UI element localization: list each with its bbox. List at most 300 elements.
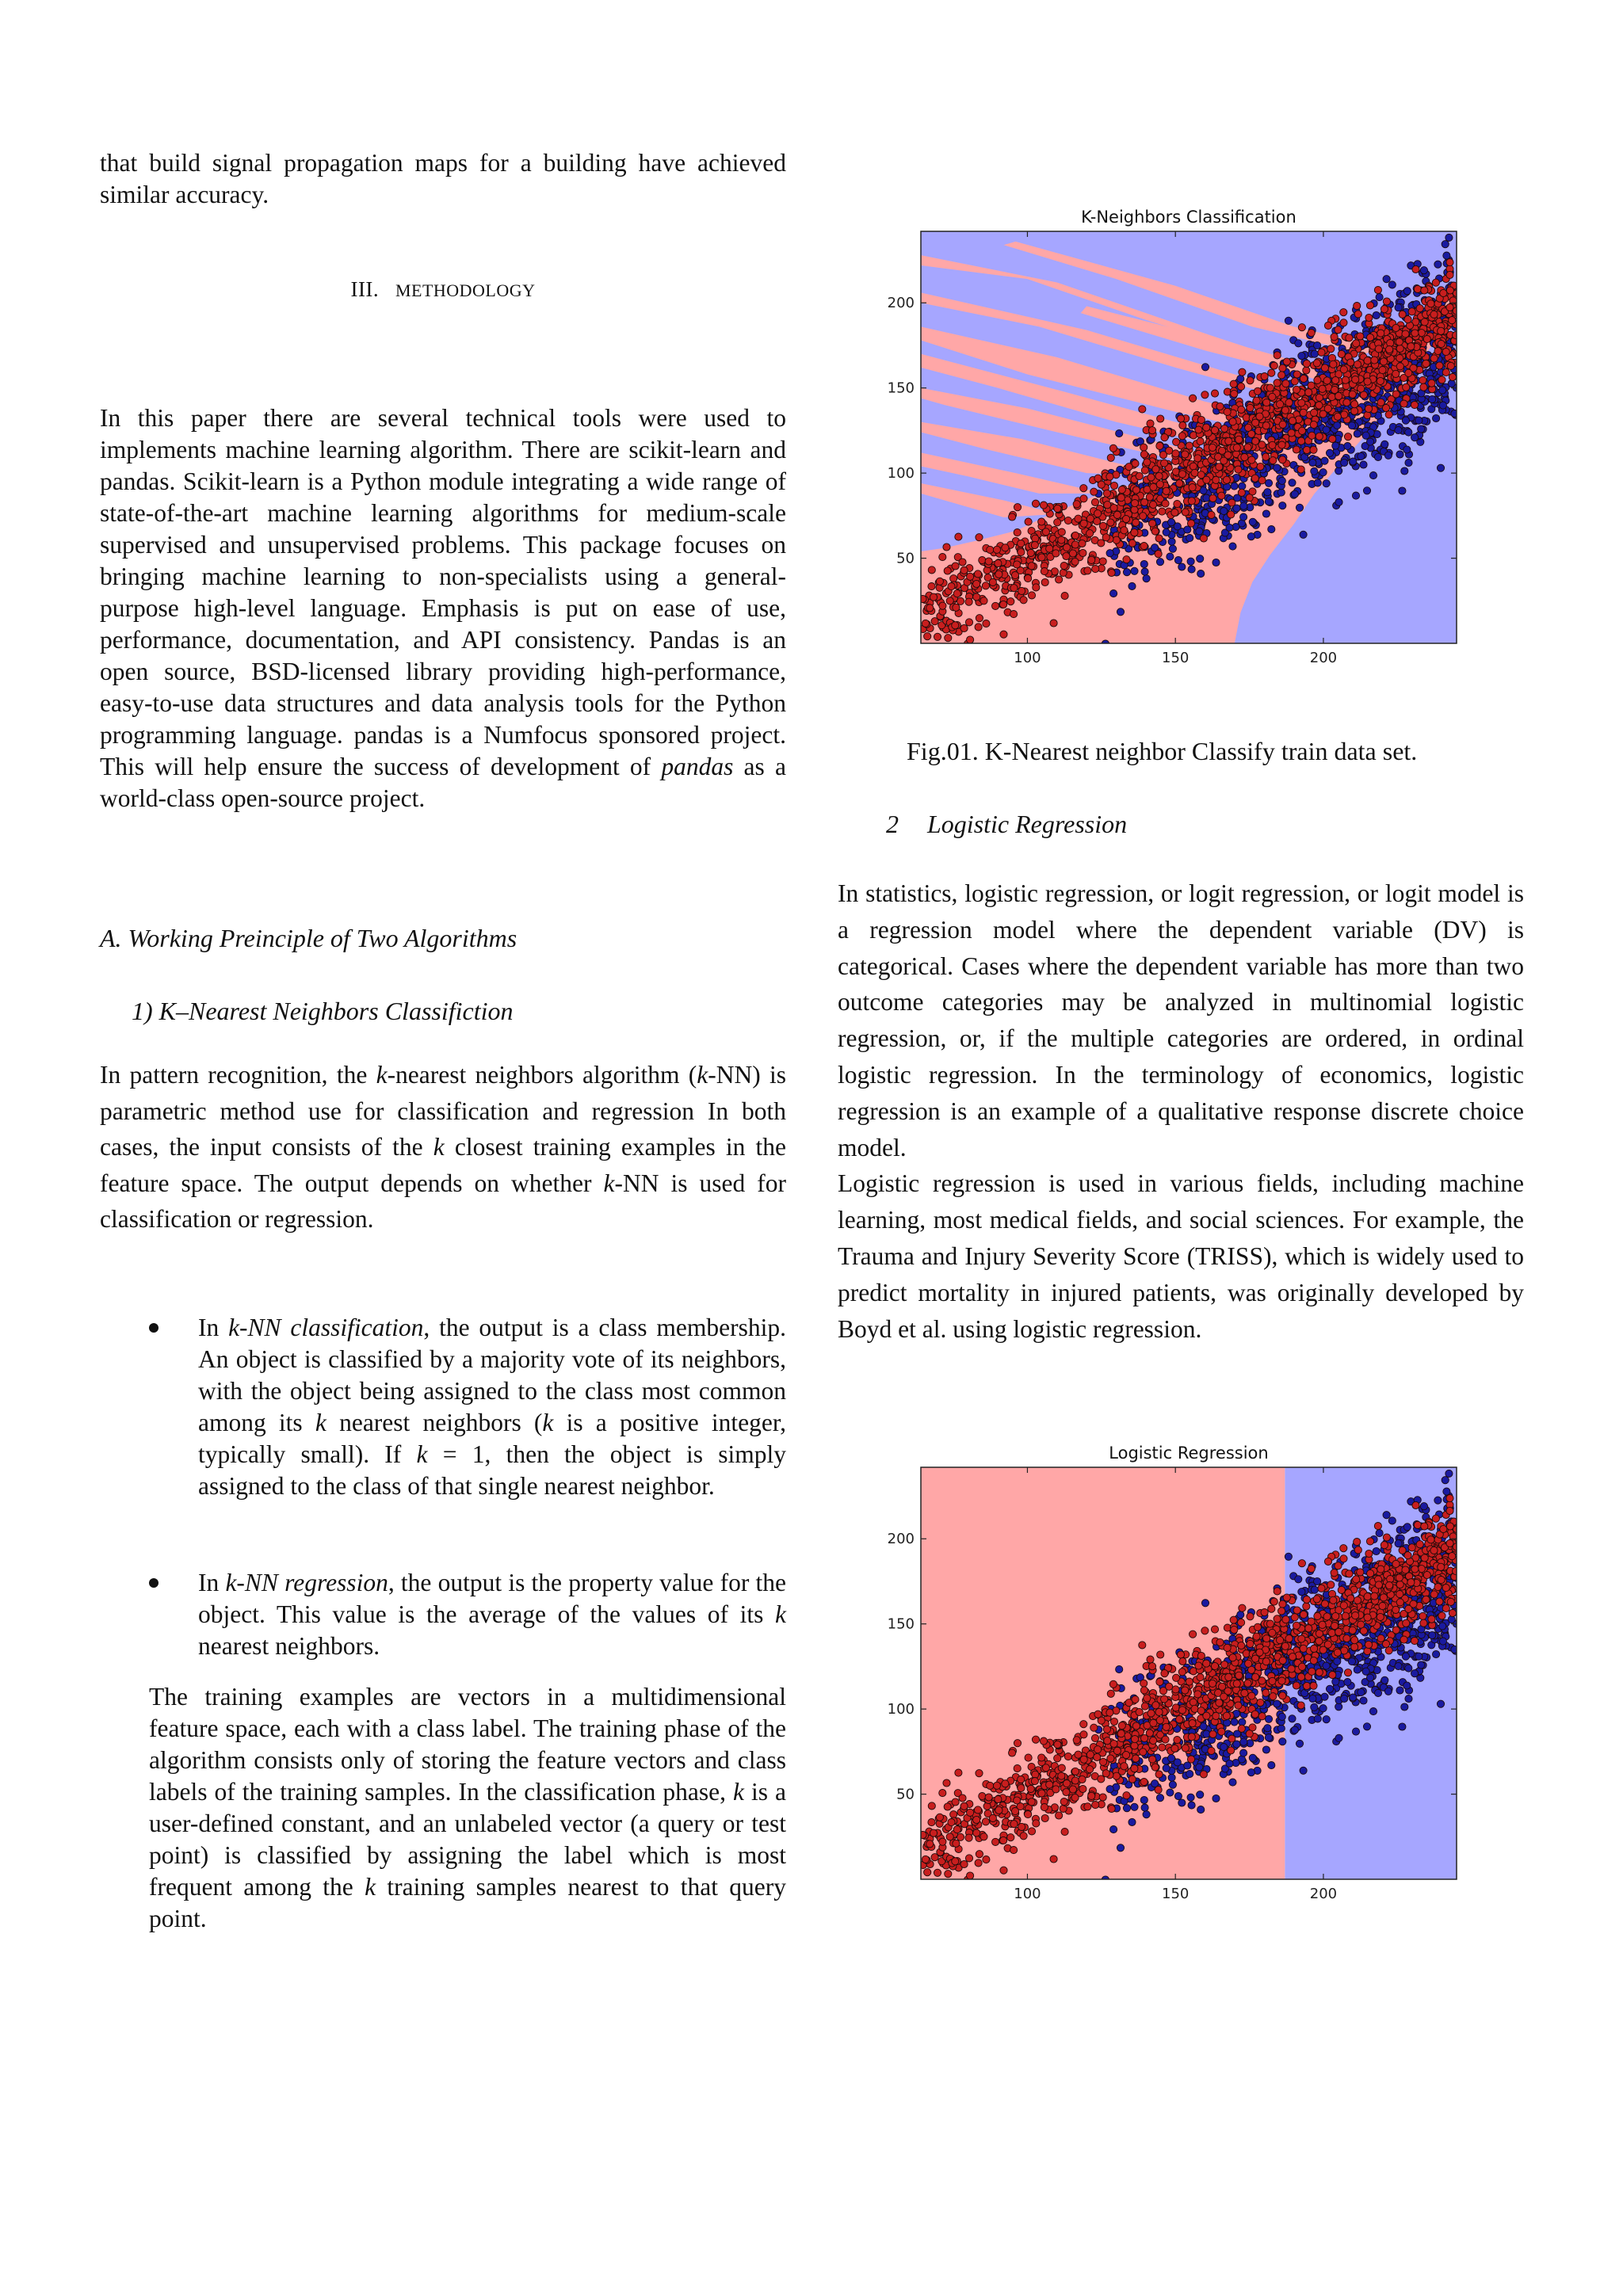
point-red xyxy=(1379,367,1386,374)
point-blue xyxy=(1363,487,1370,494)
point-red xyxy=(1063,1788,1070,1795)
point-red xyxy=(1421,318,1428,326)
point-red xyxy=(922,620,929,627)
bullet-item-classification xyxy=(198,1312,786,1502)
point-red xyxy=(1291,1614,1298,1621)
point-blue xyxy=(1314,1715,1321,1722)
figure-1-caption: Fig.01. K-Nearest neighbor Classify train data set. xyxy=(907,737,1418,765)
point-red xyxy=(1321,364,1328,372)
point-red xyxy=(1241,454,1248,461)
point-red xyxy=(1257,463,1264,470)
point-blue xyxy=(1403,446,1411,453)
point-red xyxy=(1014,561,1021,568)
point-red xyxy=(1238,1619,1245,1626)
point-red xyxy=(1117,494,1125,502)
point-blue xyxy=(1229,543,1236,550)
point-red xyxy=(1316,1669,1323,1676)
point-red xyxy=(1293,1682,1300,1689)
point-red xyxy=(1140,1687,1148,1694)
point-blue xyxy=(1366,1674,1373,1681)
point-red xyxy=(1092,566,1099,573)
point-red xyxy=(1447,362,1454,369)
point-red xyxy=(1442,349,1449,356)
point-red xyxy=(1159,508,1166,515)
point-blue xyxy=(1383,1512,1390,1519)
point-red xyxy=(1262,1689,1270,1696)
point-red xyxy=(1349,391,1356,398)
point-red xyxy=(976,615,983,622)
point-blue xyxy=(1326,1685,1333,1692)
point-red xyxy=(1056,576,1063,583)
point-blue xyxy=(1231,482,1238,490)
point-red xyxy=(1327,1581,1335,1589)
point-blue xyxy=(1291,490,1298,498)
point-blue xyxy=(1405,429,1412,436)
bullet-2-text xyxy=(198,1567,786,1662)
point-red xyxy=(1252,437,1259,444)
point-red xyxy=(1088,1792,1095,1799)
point-blue xyxy=(1395,426,1402,433)
knn-k: k xyxy=(433,1133,445,1161)
point-red xyxy=(980,597,987,605)
point-red xyxy=(1357,1569,1364,1576)
point-red xyxy=(944,567,951,574)
point-red xyxy=(952,1798,959,1806)
point-red xyxy=(1113,1747,1121,1754)
point-red xyxy=(1177,1651,1184,1658)
point-red xyxy=(1402,330,1409,338)
point-red xyxy=(1303,446,1310,453)
point-red xyxy=(939,1790,946,1797)
point-blue xyxy=(1439,1638,1446,1645)
point-red xyxy=(1438,1612,1445,1619)
point-red xyxy=(1223,1712,1230,1719)
point-red xyxy=(1438,327,1445,334)
point-red xyxy=(1344,1669,1351,1676)
point-red xyxy=(1364,412,1371,419)
point-red xyxy=(1147,420,1154,427)
point-red xyxy=(1239,368,1246,376)
point-red xyxy=(1071,541,1079,548)
point-red xyxy=(1314,376,1321,383)
methodology-text: In this paper there are several technical tools were used to implements machine learning algorithm. There are scikit-learn and pandas. Scikit-learn is a Python module integrating a wide range of state-of-the-art machine learning algorithms for medium-scale supervised and unsupervised problems. This package focuses on bringing machine learning to non-specialists using a general-purpose high-level language. Emphasis is put on ease of use, performance, documentation, and API consistency. Pandas is an open source, BSD-licensed library providing high-performance, easy-to-use data structures and data analysis tools for the Python programming language. pandas is a Numfocus sponsored project. This will help ensure the success of development of xyxy=(100,404,786,780)
point-red xyxy=(1383,298,1390,305)
point-red xyxy=(1258,441,1266,448)
point-blue xyxy=(1168,1774,1175,1781)
point-red xyxy=(1358,385,1365,392)
point-blue xyxy=(1396,1687,1403,1694)
point-blue xyxy=(1265,1715,1272,1722)
point-blue xyxy=(1174,557,1182,564)
point-red xyxy=(1177,415,1184,422)
point-red xyxy=(1349,1627,1356,1634)
point-red xyxy=(1279,364,1286,372)
point-blue xyxy=(1249,1754,1256,1761)
point-red xyxy=(1380,1594,1387,1601)
point-red xyxy=(1218,1728,1225,1735)
point-red xyxy=(1405,369,1412,376)
point-blue xyxy=(1240,513,1247,521)
point-red xyxy=(1228,1747,1235,1754)
section-number: III. xyxy=(350,277,380,301)
point-red xyxy=(1028,1828,1035,1835)
point-blue xyxy=(1348,1658,1355,1665)
point-red xyxy=(1132,486,1140,494)
point-red xyxy=(1061,593,1068,600)
point-red xyxy=(1166,447,1173,454)
point-red xyxy=(1106,473,1113,480)
point-red xyxy=(1010,1847,1018,1854)
point-red xyxy=(1262,422,1270,429)
point-red xyxy=(1396,363,1403,370)
point-red xyxy=(1064,544,1071,551)
point-red xyxy=(1028,592,1035,599)
point-blue xyxy=(1420,267,1427,274)
point-red xyxy=(1073,1737,1080,1744)
point-red xyxy=(1179,1657,1186,1665)
point-blue xyxy=(1296,1740,1303,1747)
point-blue xyxy=(1262,510,1270,517)
point-red xyxy=(985,558,992,565)
chart-title: Logistic Regression xyxy=(1109,1444,1269,1463)
point-blue xyxy=(1278,477,1285,484)
point-red xyxy=(1046,545,1053,552)
point-blue xyxy=(1434,261,1442,268)
point-blue xyxy=(1186,1771,1193,1778)
point-red xyxy=(1107,1690,1114,1697)
point-red xyxy=(1414,285,1421,292)
point-red xyxy=(953,604,960,611)
point-blue xyxy=(1291,1726,1298,1733)
point-red xyxy=(1069,1786,1076,1793)
point-red xyxy=(1293,1607,1300,1614)
point-blue xyxy=(1437,464,1444,471)
point-red xyxy=(953,590,960,597)
point-blue xyxy=(1289,479,1296,486)
point-red xyxy=(1088,556,1095,563)
point-blue xyxy=(1247,533,1254,540)
point-red xyxy=(1079,1785,1086,1792)
point-blue xyxy=(1156,1794,1163,1802)
point-red xyxy=(1131,529,1138,536)
point-blue xyxy=(1439,387,1446,394)
point-red xyxy=(1416,1541,1423,1548)
point-red xyxy=(1094,517,1101,524)
point-red xyxy=(1064,517,1071,524)
point-blue xyxy=(1123,569,1130,576)
point-red xyxy=(928,1802,935,1810)
point-red xyxy=(1054,505,1061,512)
point-blue xyxy=(1212,559,1220,566)
training-paragraph xyxy=(149,1681,786,1935)
point-red xyxy=(1109,444,1117,452)
point-red xyxy=(1118,486,1125,494)
point-red xyxy=(1086,515,1094,522)
point-red xyxy=(1279,421,1286,428)
point-red xyxy=(1151,1764,1159,1771)
point-red xyxy=(1436,1598,1443,1605)
point-red xyxy=(1042,528,1049,536)
methodology-block xyxy=(100,402,786,814)
point-red xyxy=(1209,1730,1216,1737)
point-red xyxy=(1377,399,1384,406)
point-blue xyxy=(1309,459,1316,466)
point-blue xyxy=(1354,1666,1361,1673)
point-red xyxy=(1150,483,1157,490)
point-red xyxy=(1380,358,1387,365)
point-red xyxy=(1178,471,1186,478)
point-blue xyxy=(1163,528,1170,536)
point-red xyxy=(1187,1756,1194,1763)
point-blue xyxy=(1341,459,1348,466)
point-red xyxy=(1228,1735,1235,1742)
point-red xyxy=(1182,451,1189,458)
point-red xyxy=(973,593,980,601)
point-red xyxy=(1313,360,1320,367)
point-red xyxy=(1269,393,1276,400)
point-red xyxy=(1293,371,1300,378)
intro-paragraph: that build signal propagation maps for a building have achieved similar accuracy. xyxy=(100,149,786,208)
point-blue xyxy=(1277,489,1285,496)
point-blue xyxy=(1354,430,1361,437)
bullet-text: , the output is a class membership. An object is classified by a majority vote of its neighbors, with the object being assigned to the class most common among its xyxy=(198,1314,786,1436)
point-blue xyxy=(1405,460,1412,467)
point-red xyxy=(1449,317,1456,324)
bullet-dot xyxy=(149,1323,158,1333)
point-red xyxy=(1351,401,1358,408)
point-red xyxy=(1150,501,1157,508)
point-red xyxy=(1313,1596,1320,1603)
point-blue xyxy=(1240,1749,1247,1756)
point-blue xyxy=(1405,1695,1412,1703)
point-red xyxy=(1018,548,1025,555)
point-red xyxy=(939,602,946,609)
point-red xyxy=(1308,432,1316,439)
point-red xyxy=(1106,1709,1113,1716)
point-red xyxy=(967,573,974,580)
methodology-text-end: as a world-class open-source project. xyxy=(100,753,786,812)
section-title: METHODOLOGY xyxy=(395,280,536,300)
point-red xyxy=(1221,425,1228,432)
point-red xyxy=(932,1880,939,1887)
point-red xyxy=(1200,535,1207,542)
point-blue xyxy=(1344,443,1351,450)
subsection-heading-2 xyxy=(886,808,1127,840)
point-blue xyxy=(1116,1666,1123,1673)
point-blue xyxy=(1300,531,1307,538)
point-red xyxy=(1381,1542,1388,1549)
point-red xyxy=(1208,511,1215,518)
point-red xyxy=(945,635,952,642)
point-red xyxy=(1354,311,1361,318)
point-red xyxy=(1279,1692,1286,1699)
point-red xyxy=(965,1834,972,1841)
point-blue xyxy=(1443,1488,1450,1495)
point-red xyxy=(1075,515,1082,522)
point-red xyxy=(1161,460,1168,467)
point-red xyxy=(1221,1661,1228,1668)
point-red xyxy=(1364,1648,1371,1655)
point-blue xyxy=(1362,1668,1369,1675)
y-tick-label: 150 xyxy=(887,379,915,397)
point-red xyxy=(995,560,1002,567)
point-red xyxy=(1352,376,1359,383)
point-red xyxy=(1343,399,1350,406)
point-red xyxy=(1149,520,1156,527)
point-red xyxy=(1230,380,1237,387)
point-red xyxy=(1020,597,1027,604)
knn-plot xyxy=(872,208,1482,667)
point-red xyxy=(1211,426,1218,433)
point-red xyxy=(1056,1812,1063,1819)
point-red xyxy=(1298,324,1305,331)
point-red xyxy=(1156,1678,1163,1685)
point-red xyxy=(1212,476,1220,483)
point-red xyxy=(967,1872,974,1879)
point-blue xyxy=(1334,421,1341,429)
point-red xyxy=(1231,390,1238,397)
point-blue xyxy=(1196,1764,1203,1771)
point-red xyxy=(939,554,946,561)
point-red xyxy=(1323,377,1331,384)
point-blue xyxy=(1106,1786,1113,1793)
point-red xyxy=(1268,369,1275,376)
point-red xyxy=(1058,536,1065,543)
point-blue xyxy=(1262,1746,1270,1753)
point-blue xyxy=(1279,1738,1286,1745)
point-blue xyxy=(1366,438,1373,445)
point-red xyxy=(1203,424,1210,431)
point-red xyxy=(953,1826,960,1833)
point-blue xyxy=(1403,1682,1411,1689)
point-blue xyxy=(1326,449,1333,456)
point-red xyxy=(1382,404,1389,411)
point-red xyxy=(1038,1790,1045,1797)
point-red xyxy=(1064,1753,1071,1760)
point-red xyxy=(1351,1643,1358,1650)
point-blue xyxy=(1163,1764,1170,1772)
point-red xyxy=(1079,549,1086,556)
point-blue xyxy=(1335,1734,1342,1741)
point-red xyxy=(1449,373,1456,380)
subsection-number: 2 xyxy=(886,810,899,838)
bullet-text: In xyxy=(198,1314,229,1341)
point-blue xyxy=(1168,1755,1175,1762)
point-blue xyxy=(1278,1713,1285,1720)
point-red xyxy=(1396,355,1403,362)
point-red xyxy=(1428,379,1435,387)
point-blue xyxy=(1169,1781,1176,1788)
left-column xyxy=(100,147,786,211)
knn-text: -NN is used for classification or regression. xyxy=(100,1169,786,1233)
point-red xyxy=(1038,1754,1045,1761)
point-red xyxy=(1173,438,1180,445)
point-red xyxy=(1331,1569,1338,1577)
point-red xyxy=(1263,1635,1270,1642)
point-red xyxy=(1136,472,1143,479)
point-red xyxy=(1197,438,1204,445)
point-red xyxy=(1010,611,1018,618)
point-red xyxy=(1353,340,1360,347)
chart-title: K-Neighbors Classification xyxy=(1081,208,1296,227)
point-red xyxy=(1298,427,1305,434)
point-red xyxy=(1274,379,1281,387)
logistic-regression-figure xyxy=(872,1444,1482,1903)
point-red xyxy=(1148,427,1155,434)
point-red xyxy=(1408,1544,1415,1551)
point-blue xyxy=(1168,538,1175,545)
point-red xyxy=(943,543,950,551)
point-red xyxy=(1190,463,1197,470)
point-blue xyxy=(1348,422,1355,429)
point-red xyxy=(1125,463,1132,471)
point-red xyxy=(1330,1596,1337,1604)
point-red xyxy=(1291,378,1298,385)
methodology-paragraph xyxy=(100,402,786,814)
point-red xyxy=(993,546,1000,553)
point-red xyxy=(1123,1792,1130,1799)
point-blue xyxy=(1433,1650,1440,1657)
point-red xyxy=(944,1803,951,1810)
point-blue xyxy=(1274,464,1281,471)
point-blue xyxy=(1323,426,1330,433)
knn-text: -nearest neighbors algorithm ( xyxy=(387,1061,697,1089)
point-red xyxy=(1282,380,1289,387)
point-red xyxy=(967,636,974,643)
point-red xyxy=(1438,341,1445,348)
bullet-text: , the output is the property value for the object. This value is the average of the values of its xyxy=(198,1569,786,1628)
point-blue xyxy=(1249,518,1256,525)
point-red xyxy=(1060,1798,1067,1806)
point-blue xyxy=(1268,1762,1275,1769)
point-blue xyxy=(1321,457,1328,464)
point-red xyxy=(960,624,968,631)
y-tick-label: 200 xyxy=(887,295,915,312)
point-red xyxy=(1099,558,1106,565)
point-red xyxy=(1200,1771,1207,1778)
point-blue xyxy=(1360,461,1367,468)
point-blue xyxy=(1403,1524,1411,1531)
point-red xyxy=(1385,411,1392,418)
point-red xyxy=(1161,434,1168,441)
point-blue xyxy=(1443,252,1450,259)
point-red xyxy=(1293,386,1300,393)
point-red xyxy=(1367,334,1374,341)
point-red xyxy=(965,1855,972,1862)
point-blue xyxy=(1265,479,1272,486)
point-blue xyxy=(1188,566,1195,573)
knn-block xyxy=(100,1057,786,1238)
point-red xyxy=(1071,558,1079,565)
point-blue xyxy=(1186,535,1193,542)
point-red xyxy=(1099,522,1106,529)
point-red xyxy=(952,622,959,629)
training-block xyxy=(149,1681,786,1935)
point-red xyxy=(1319,385,1326,392)
knn-text: closest training examples in the feature space. The output depends on whether xyxy=(100,1133,786,1197)
point-red xyxy=(1032,535,1039,542)
section-heading-methodology xyxy=(100,277,786,302)
point-red xyxy=(1007,598,1014,605)
point-blue xyxy=(1220,1744,1228,1751)
point-red xyxy=(1310,1657,1317,1664)
point-red xyxy=(1321,1600,1328,1608)
point-red xyxy=(1033,584,1040,591)
point-blue xyxy=(1289,1715,1296,1722)
point-red xyxy=(1446,287,1453,294)
point-red xyxy=(982,582,989,589)
point-red xyxy=(1140,444,1148,451)
